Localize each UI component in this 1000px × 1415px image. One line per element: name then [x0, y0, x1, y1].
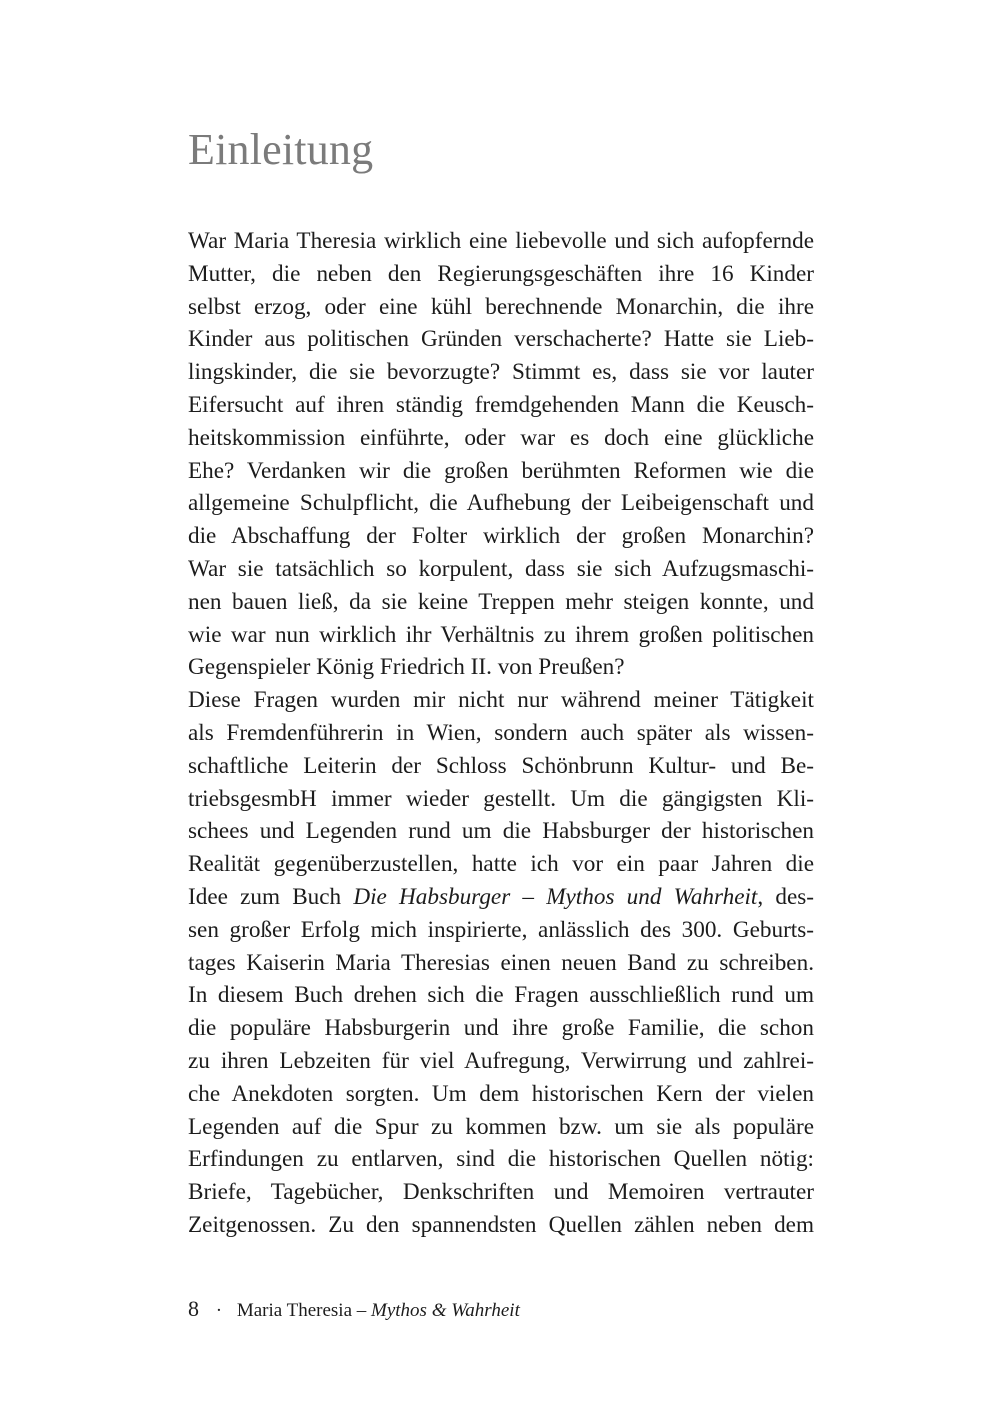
text-line: Legenden auf die Spur zu kommen bzw. um sie als populäre: [188, 1113, 814, 1140]
text-line-with-book-title: [188, 881, 814, 914]
text-line: die Abschaffung der Folter wirklich der großen Monarchin?: [188, 523, 814, 550]
paragraph-2: [188, 684, 814, 1242]
text-line: sen großer Erfolg mich inspirierte, anlässlich des 300. Geburts-: [188, 916, 814, 943]
book-line-suffix: , des-: [757, 883, 815, 910]
book-page: [188, 0, 814, 1415]
text-line: als Fremdenführerin in Wien, sondern auch später als wissen-: [188, 719, 814, 746]
text-line: War Maria Theresia wirklich eine liebevolle und sich aufopfernde: [188, 228, 814, 254]
chapter-title: Einleitung: [188, 125, 374, 174]
text-line: tages Kaiserin Maria Theresias einen neuen Band zu schreiben.: [188, 949, 814, 976]
text-line: zu ihren Lebzeiten für viel Aufregung, Verwirrung und zahlrei-: [188, 1047, 814, 1074]
book-title: Die Habsburger – Mythos und Wahrheit: [353, 883, 758, 910]
footer-separator: ·: [215, 1300, 223, 1321]
text-line: Gegenspieler König Friedrich II. von Preußen?: [188, 654, 625, 681]
text-line: nen bauen ließ, da sie keine Treppen mehr steigen konnte, und: [188, 588, 814, 615]
text-line: selbst erzog, oder eine kühl berechnende Monarchin, die ihre: [188, 293, 814, 320]
text-line: Mutter, die neben den Regierungsgeschäften ihre 16 Kinder: [188, 260, 814, 287]
page-number: 8: [188, 1296, 199, 1321]
paragraph-1: [188, 225, 814, 684]
text-line: Realität gegenüberzustellen, hatte ich vor ein paar Jahren die: [188, 851, 814, 878]
footer-book-name: Maria Theresia –: [236, 1300, 372, 1321]
text-line: schees und Legenden rund um die Habsburger der historischen: [188, 818, 814, 845]
book-line-prefix: Idee zum Buch: [188, 883, 354, 910]
text-line: Erfindungen zu entlarven, sind die historischen Quellen nötig:: [188, 1146, 814, 1173]
text-line: In diesem Buch drehen sich die Fragen ausschließlich rund um: [188, 982, 814, 1009]
text-line: wie war nun wirklich ihr Verhältnis zu ihrem großen politischen: [188, 621, 814, 648]
text-line: lingskinder, die sie bevorzugte? Stimmt es, dass sie vor lauter: [188, 359, 814, 386]
text-line: Eifersucht auf ihren ständig fremdgehenden Mann die Keusch-: [188, 391, 814, 418]
text-line: allgemeine Schulpflicht, die Aufhebung der Leibeigenschaft und: [188, 490, 814, 517]
text-line: Briefe, Tagebücher, Denkschriften und Memoiren vertrauter: [188, 1179, 814, 1206]
text-line: Kinder aus politischen Gründen verschacherte? Hatte sie Lieb-: [188, 326, 814, 353]
page-footer: [188, 1296, 520, 1324]
text-line: che Anekdoten sorgten. Um dem historischen Kern der vielen: [188, 1080, 814, 1107]
text-line: Diese Fragen wurden mir nicht nur während meiner Tätigkeit: [188, 687, 814, 714]
text-line: Zeitgenossen. Zu den spannendsten Quellen zählen neben dem: [188, 1211, 814, 1238]
text-line: Ehe? Verdanken wir die großen berühmten Reformen wie die: [188, 457, 814, 484]
text-line: triebsgesmbH immer wieder gestellt. Um die gängigsten Kli-: [188, 785, 814, 812]
body-text: [188, 225, 814, 1242]
text-line: schaftliche Leiterin der Schloss Schönbrunn Kultur- und Be-: [188, 752, 814, 779]
footer-book-subtitle: Mythos & Wahrheit: [371, 1300, 520, 1321]
text-line: die populäre Habsburgerin und ihre große Familie, die schon: [188, 1015, 814, 1042]
text-line: War sie tatsächlich so korpulent, dass sie sich Aufzugsmaschi-: [188, 555, 814, 582]
text-line: heitskommission einführte, oder war es doch eine glückliche: [188, 424, 814, 451]
